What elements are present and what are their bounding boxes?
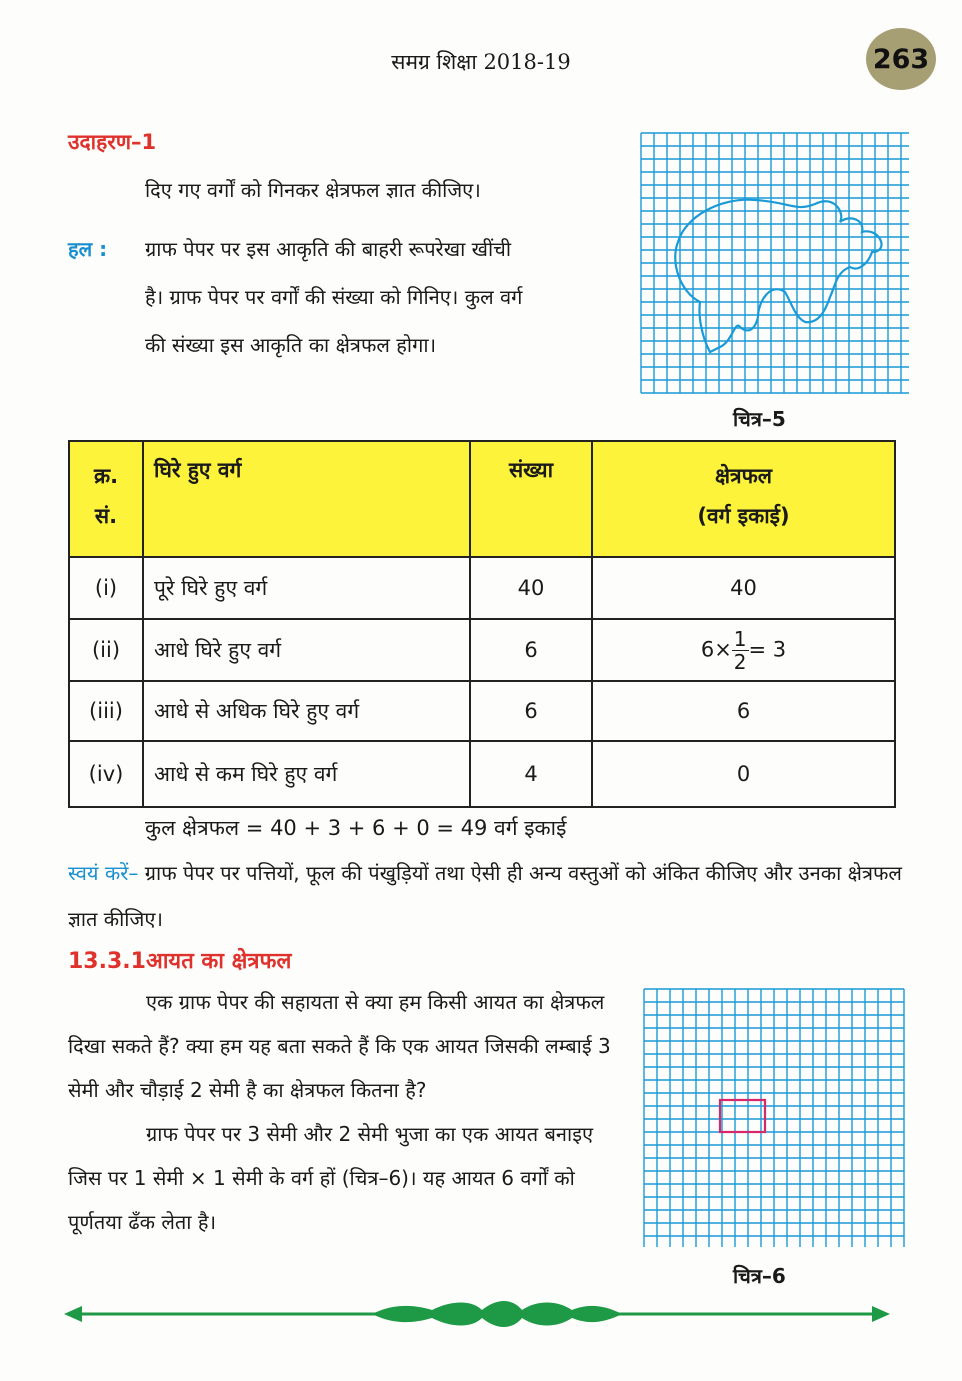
self-try-label: स्वयं करें– xyxy=(68,861,139,885)
example-question: दिए गए वर्गों को गिनकर क्षेत्रफल ज्ञात कीजिए। xyxy=(145,178,481,202)
table-row xyxy=(69,681,895,741)
decorative-divider xyxy=(62,1296,892,1336)
row-serial: (iii) xyxy=(69,681,143,741)
row-serial: (i) xyxy=(69,557,143,619)
row-desc: आधे घिरे हुए वर्ग xyxy=(143,619,470,681)
section-paragraph-2: ग्राफ पेपर पर 3 सेमी और 2 सेमी भुजा का एक आयत बनाइए जिस पर 1 सेमी × 1 सेमी के वर्ग हों (चित्र–6)। यह आयत 6 वर्गों को पूर्णतया ढँक लेता है। xyxy=(68,1122,594,1234)
section-paragraph-1: एक ग्राफ पेपर की सहायता से क्या हम किसी आयत का क्षेत्रफल दिखा सकते हैं? क्या हम यह बता सकते हैं कि एक आयत जिसकी लम्बाई 3 सेमी और चौड़ाई 2 सेमी है का क्षेत्रफल कितना है? xyxy=(68,990,611,1102)
section-title: 13.3.1आयत का क्षेत्रफल xyxy=(68,949,292,974)
row-desc: पूरे घिरे हुए वर्ग xyxy=(143,557,470,619)
example-title: उदाहरण–1 xyxy=(68,130,157,154)
header-area: क्षेत्रफल (वर्ग इकाई) xyxy=(592,441,895,557)
row-count: 6 xyxy=(470,619,592,681)
rectangle-3x2 xyxy=(720,1100,765,1132)
row-desc: आधे से अधिक घिरे हुए वर्ग xyxy=(143,681,470,741)
row-serial: (ii) xyxy=(69,619,143,681)
total-area-text: कुल क्षेत्रफल = 40 + 3 + 6 + 0 = 49 वर्ग इकाई xyxy=(145,816,567,840)
solution-line-2: है। ग्राफ पेपर पर वर्गों की संख्या को गिनिए। कुल वर्ग xyxy=(145,285,523,309)
row-serial: (iv) xyxy=(69,741,143,807)
row-area: 0 xyxy=(592,741,895,807)
area-count-table xyxy=(68,440,896,808)
header-serial: क्र. सं. xyxy=(69,441,143,557)
self-try-text: ग्राफ पेपर पर पत्तियों, फूल की पंखुड़ियों तथा ऐसी ही अन्य वस्तुओं को अंकित कीजिए और उनका क्षेत्रफल ज्ञात कीजिए। xyxy=(68,861,902,931)
header-count: संख्या xyxy=(470,441,592,557)
figure-5-graph-paper xyxy=(640,132,910,394)
row-count: 40 xyxy=(470,557,592,619)
table-header-row xyxy=(69,441,895,557)
row-area-fraction: 6× $\frac{1}{2}$ = 3 xyxy=(592,619,895,681)
row-area: 40 xyxy=(592,557,895,619)
row-area: 6 xyxy=(592,681,895,741)
solution-line-3: की संख्या इस आकृति का क्षेत्रफल होगा। xyxy=(145,333,437,357)
figure-6-graph-paper xyxy=(643,988,905,1248)
solution-line-1: ग्राफ पेपर पर इस आकृति की बाहरी रूपरेखा खींची xyxy=(145,237,512,261)
page-number-badge: 263 xyxy=(866,28,936,90)
table-row xyxy=(69,557,895,619)
table-row xyxy=(69,619,895,681)
row-desc: आधे से कम घिरे हुए वर्ग xyxy=(143,741,470,807)
page-header-title: समग्र शिक्षा 2018-19 xyxy=(391,50,571,74)
header-squares: घिरे हुए वर्ग xyxy=(143,441,470,557)
figure-6-caption: चित्र–6 xyxy=(733,1264,786,1288)
self-try-paragraph xyxy=(68,850,903,942)
section-body xyxy=(68,980,623,1244)
table-row xyxy=(69,741,895,807)
row-count: 4 xyxy=(470,741,592,807)
solution-label: हल : xyxy=(68,237,108,261)
figure-5-caption: चित्र–5 xyxy=(733,407,786,431)
row-count: 6 xyxy=(470,681,592,741)
